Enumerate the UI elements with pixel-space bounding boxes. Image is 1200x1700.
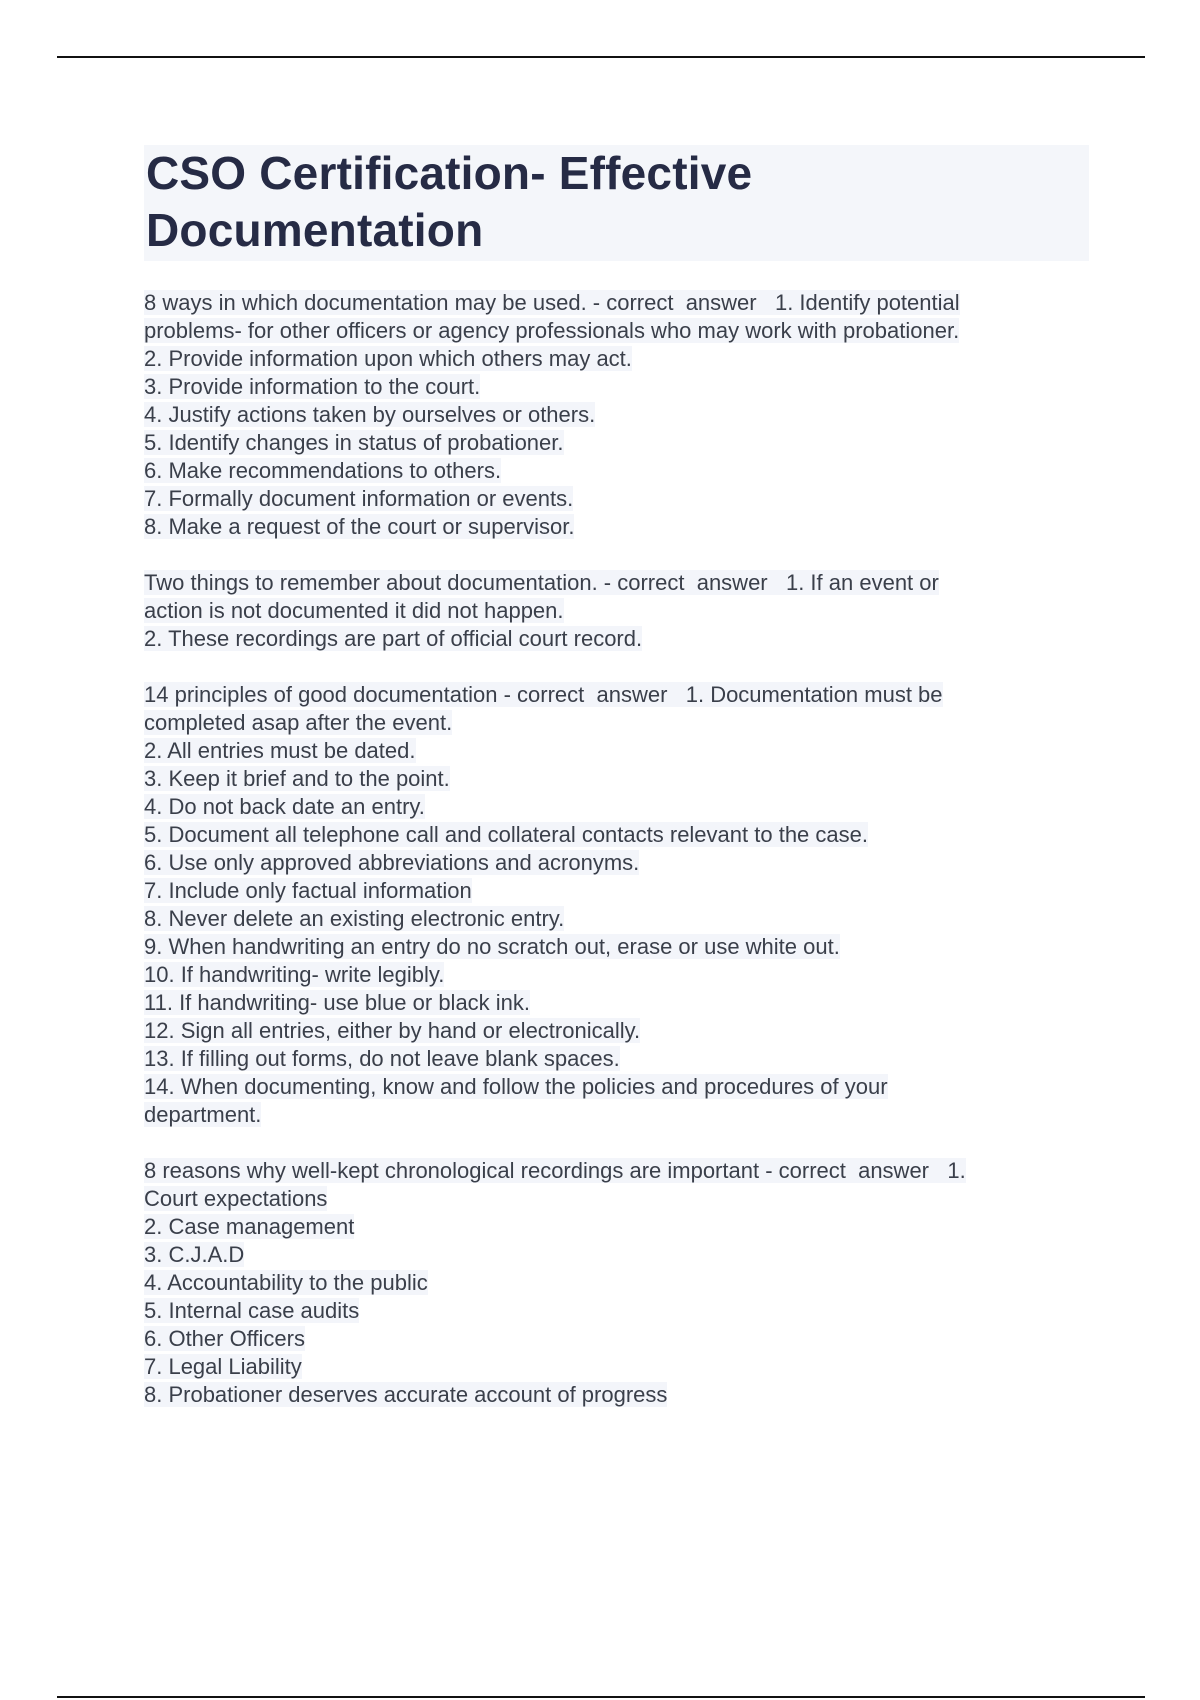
flashcard-answer-line — [144, 849, 1089, 877]
line-text: 2. Provide information upon which others may act. — [144, 346, 632, 371]
document-body — [144, 145, 1089, 1437]
line-text: 6. Make recommendations to others. — [144, 458, 502, 483]
flashcard-answer-line — [144, 345, 1089, 373]
flashcard-list — [144, 289, 1089, 1409]
flashcard-answer-line — [144, 933, 1089, 961]
flashcard-answer-line — [144, 485, 1089, 513]
line-text: 7. Legal Liability — [144, 1354, 302, 1379]
flashcard-answer-line — [144, 457, 1089, 485]
flashcard — [144, 1157, 1089, 1409]
flashcard-answer-line — [144, 373, 1089, 401]
line-text: 4. Do not back date an entry. — [144, 794, 425, 819]
line-text: 3. Provide information to the court. — [144, 374, 481, 399]
flashcard-answer-line — [144, 709, 1089, 737]
flashcard-answer-line — [144, 1381, 1089, 1409]
line-text: 7. Include only factual information — [144, 878, 472, 903]
flashcard-answer-line — [144, 625, 1089, 653]
flashcard-answer-line — [144, 597, 1089, 625]
line-text: 13. If filling out forms, do not leave blank spaces. — [144, 1046, 620, 1071]
line-text: 4. Justify actions taken by ourselves or others. — [144, 402, 596, 427]
top-rule — [57, 56, 1145, 58]
flashcard — [144, 681, 1089, 1129]
flashcard-question-line — [144, 289, 1089, 317]
line-text: 8. Never delete an existing electronic entry. — [144, 906, 565, 931]
line-text: 12. Sign all entries, either by hand or electronically. — [144, 1018, 641, 1043]
title-block — [144, 145, 1089, 261]
flashcard-answer-line — [144, 317, 1089, 345]
flashcard-answer-line — [144, 737, 1089, 765]
line-text: 11. If handwriting- use blue or black ink. — [144, 990, 531, 1015]
flashcard-answer-line — [144, 1185, 1089, 1213]
flashcard-answer-line — [144, 1045, 1089, 1073]
line-text: 5. Document all telephone call and collateral contacts relevant to the case. — [144, 822, 868, 847]
line-text: 9. When handwriting an entry do no scratch out, erase or use white out. — [144, 934, 840, 959]
line-text: problems- for other officers or agency professionals who may work with probationer. — [144, 318, 960, 343]
flashcard-answer-line — [144, 1101, 1089, 1129]
flashcard — [144, 289, 1089, 541]
line-text: 2. These recordings are part of official court record. — [144, 626, 643, 651]
line-text: department. — [144, 1102, 262, 1127]
flashcard-answer-line — [144, 877, 1089, 905]
flashcard-answer-line — [144, 429, 1089, 457]
line-text: 8 ways in which documentation may be used. - correct answer 1. Identify potential — [144, 290, 960, 315]
line-text: action is not documented it did not happen. — [144, 598, 564, 623]
flashcard-answer-line — [144, 1269, 1089, 1297]
line-text: 14. When documenting, know and follow the policies and procedures of your — [144, 1074, 888, 1099]
flashcard-answer-line — [144, 793, 1089, 821]
flashcard-question-line — [144, 681, 1089, 709]
flashcard-answer-line — [144, 1213, 1089, 1241]
line-text: 5. Internal case audits — [144, 1298, 360, 1323]
flashcard-answer-line — [144, 1353, 1089, 1381]
flashcard-answer-line — [144, 1325, 1089, 1353]
line-text: Two things to remember about documentation. - correct answer 1. If an event or — [144, 570, 939, 595]
line-text: 10. If handwriting- write legibly. — [144, 962, 445, 987]
flashcard-answer-line — [144, 821, 1089, 849]
flashcard-answer-line — [144, 1241, 1089, 1269]
flashcard-answer-line — [144, 401, 1089, 429]
flashcard-question-line — [144, 1157, 1089, 1185]
line-text: Court expectations — [144, 1186, 328, 1211]
line-text: 3. C.J.A.D — [144, 1242, 245, 1267]
line-text: 6. Other Officers — [144, 1326, 305, 1351]
line-text: 8. Probationer deserves accurate account of progress — [144, 1382, 668, 1407]
line-text: 8. Make a request of the court or supervisor. — [144, 514, 575, 539]
flashcard-answer-line — [144, 1017, 1089, 1045]
flashcard-answer-line — [144, 1073, 1089, 1101]
flashcard-answer-line — [144, 905, 1089, 933]
line-text: 3. Keep it brief and to the point. — [144, 766, 450, 791]
line-text: completed asap after the event. — [144, 710, 453, 735]
line-text: 2. Case management — [144, 1214, 355, 1239]
bottom-rule — [57, 1696, 1145, 1698]
line-text: 2. All entries must be dated. — [144, 738, 416, 763]
line-text: 7. Formally document information or events. — [144, 486, 574, 511]
document-title: CSO Certification- Effective Documentation — [146, 147, 753, 256]
line-text: 4. Accountability to the public — [144, 1270, 428, 1295]
flashcard — [144, 569, 1089, 653]
flashcard-answer-line — [144, 765, 1089, 793]
flashcard-answer-line — [144, 513, 1089, 541]
flashcard-question-line — [144, 569, 1089, 597]
flashcard-answer-line — [144, 989, 1089, 1017]
line-text: 8 reasons why well-kept chronological recordings are important - correct answer 1. — [144, 1158, 966, 1183]
flashcard-answer-line — [144, 1297, 1089, 1325]
flashcard-answer-line — [144, 961, 1089, 989]
line-text: 14 principles of good documentation - correct answer 1. Documentation must be — [144, 682, 943, 707]
line-text: 5. Identify changes in status of probationer. — [144, 430, 564, 455]
line-text: 6. Use only approved abbreviations and acronyms. — [144, 850, 640, 875]
